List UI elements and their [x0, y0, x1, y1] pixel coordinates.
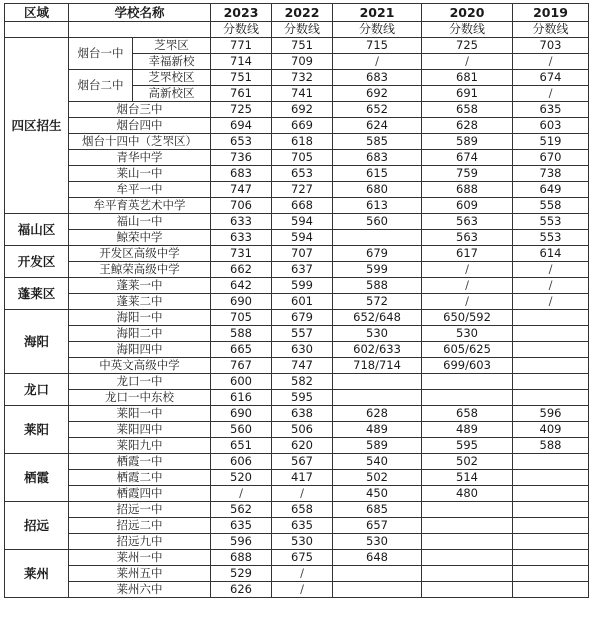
- score-cell: 613: [333, 198, 422, 214]
- school-name-cell: 栖霞二中: [69, 470, 211, 486]
- school-name-cell: 莱阳一中: [69, 406, 211, 422]
- score-cell: 595: [422, 438, 513, 454]
- year-header: 2022: [272, 4, 333, 22]
- score-cell: 514: [422, 470, 513, 486]
- score-cell: 630: [272, 342, 333, 358]
- score-cell: 741: [272, 86, 333, 102]
- score-cell: 707: [272, 246, 333, 262]
- admission-score-table: [4, 3, 589, 598]
- score-cell: [513, 342, 589, 358]
- table-row: [5, 246, 589, 262]
- score-cell: 650/592: [422, 310, 513, 326]
- score-cell: 705: [211, 310, 272, 326]
- score-cell: 530: [333, 326, 422, 342]
- school-name-cell: 烟台二中: [69, 70, 133, 102]
- score-cell: 652/648: [333, 310, 422, 326]
- school-name-cell: 莱州五中: [69, 566, 211, 582]
- score-cell: 653: [211, 134, 272, 150]
- school-name-cell: 牟平育英艺术中学: [69, 198, 211, 214]
- school-name-cell: 莱州六中: [69, 582, 211, 598]
- score-cell: 675: [272, 550, 333, 566]
- table-row: [5, 262, 589, 278]
- table-row: [5, 294, 589, 310]
- score-cell: [513, 566, 589, 582]
- table-row: [5, 422, 589, 438]
- score-cell: [333, 230, 422, 246]
- score-cell: 652: [333, 102, 422, 118]
- table-row: [5, 198, 589, 214]
- score-cell: [513, 486, 589, 502]
- school-name-cell: 栖霞一中: [69, 454, 211, 470]
- score-cell: /: [422, 262, 513, 278]
- school-name-cell: 蓬莱一中: [69, 278, 211, 294]
- score-cell: 589: [422, 134, 513, 150]
- score-line-subheader: 分数线: [333, 22, 422, 38]
- score-cell: [422, 566, 513, 582]
- score-cell: [422, 582, 513, 598]
- score-cell: [333, 582, 422, 598]
- score-cell: 620: [272, 438, 333, 454]
- score-cell: [422, 390, 513, 406]
- score-cell: 618: [272, 134, 333, 150]
- school-name-cell: 龙口一中东校: [69, 390, 211, 406]
- table-row: [5, 470, 589, 486]
- school-name-cell: 烟台一中: [69, 38, 133, 70]
- school-subheader-blank: [69, 22, 211, 38]
- score-cell: 714: [211, 54, 272, 70]
- score-cell: 670: [513, 150, 589, 166]
- score-cell: 601: [272, 294, 333, 310]
- score-cell: /: [513, 262, 589, 278]
- campus-name-cell: 芝罘校区: [133, 70, 211, 86]
- school-name-cell: 蓬莱二中: [69, 294, 211, 310]
- score-cell: 599: [272, 278, 333, 294]
- score-cell: 530: [422, 326, 513, 342]
- score-cell: 596: [211, 534, 272, 550]
- score-cell: 685: [333, 502, 422, 518]
- score-cell: 605/625: [422, 342, 513, 358]
- score-cell: [513, 310, 589, 326]
- school-name-cell: 龙口一中: [69, 374, 211, 390]
- score-cell: 594: [272, 230, 333, 246]
- score-cell: /: [272, 566, 333, 582]
- score-cell: 705: [272, 150, 333, 166]
- school-name-cell: 烟台四中: [69, 118, 211, 134]
- score-cell: 489: [422, 422, 513, 438]
- score-cell: [513, 502, 589, 518]
- score-cell: 648: [333, 550, 422, 566]
- score-cell: 657: [333, 518, 422, 534]
- score-cell: 683: [333, 150, 422, 166]
- school-name-cell: 招远九中: [69, 534, 211, 550]
- region-cell: 莱州: [5, 550, 69, 598]
- score-cell: 683: [211, 166, 272, 182]
- score-cell: 567: [272, 454, 333, 470]
- score-cell: [513, 550, 589, 566]
- score-cell: 553: [513, 230, 589, 246]
- score-cell: 642: [211, 278, 272, 294]
- score-cell: 771: [211, 38, 272, 54]
- year-header: 2019: [513, 4, 589, 22]
- score-cell: 519: [513, 134, 589, 150]
- score-cell: 588: [333, 278, 422, 294]
- school-name-cell: 中英文高级中学: [69, 358, 211, 374]
- score-cell: 615: [333, 166, 422, 182]
- school-name-cell: 招远一中: [69, 502, 211, 518]
- score-cell: 450: [333, 486, 422, 502]
- table-row: [5, 278, 589, 294]
- score-cell: [513, 518, 589, 534]
- table-row: [5, 582, 589, 598]
- score-cell: 703: [513, 38, 589, 54]
- score-cell: 417: [272, 470, 333, 486]
- school-column-header: 学校名称: [69, 4, 211, 22]
- score-cell: 767: [211, 358, 272, 374]
- region-cell: 莱阳: [5, 406, 69, 454]
- year-header: 2023: [211, 4, 272, 22]
- score-cell: [422, 534, 513, 550]
- score-cell: 669: [272, 118, 333, 134]
- score-cell: 624: [333, 118, 422, 134]
- score-cell: 606: [211, 454, 272, 470]
- score-cell: [513, 470, 589, 486]
- table-row: [5, 326, 589, 342]
- region-subheader-blank: [5, 22, 69, 38]
- score-cell: 638: [272, 406, 333, 422]
- score-cell: 558: [513, 198, 589, 214]
- school-name-cell: 开发区高级中学: [69, 246, 211, 262]
- table-row: [5, 230, 589, 246]
- school-name-cell: 烟台三中: [69, 102, 211, 118]
- score-cell: 602/633: [333, 342, 422, 358]
- header-row: [5, 4, 589, 22]
- score-cell: 599: [333, 262, 422, 278]
- table-row: [5, 518, 589, 534]
- score-cell: 635: [272, 518, 333, 534]
- score-cell: 616: [211, 390, 272, 406]
- score-cell: 747: [211, 182, 272, 198]
- score-cell: /: [513, 278, 589, 294]
- score-cell: [422, 502, 513, 518]
- score-cell: 594: [272, 214, 333, 230]
- score-cell: [513, 582, 589, 598]
- score-cell: 626: [211, 582, 272, 598]
- table-row: [5, 118, 589, 134]
- score-cell: 718/714: [333, 358, 422, 374]
- score-cell: 658: [422, 406, 513, 422]
- score-cell: /: [211, 486, 272, 502]
- score-cell: [513, 534, 589, 550]
- region-cell: 开发区: [5, 246, 69, 278]
- school-name-cell: 莱阳四中: [69, 422, 211, 438]
- score-cell: [422, 374, 513, 390]
- score-cell: 489: [333, 422, 422, 438]
- score-cell: 674: [513, 70, 589, 86]
- region-cell: 龙口: [5, 374, 69, 406]
- score-cell: 614: [513, 246, 589, 262]
- region-column-header: 区域: [5, 4, 69, 22]
- score-cell: 529: [211, 566, 272, 582]
- table-row: [5, 454, 589, 470]
- score-cell: 502: [333, 470, 422, 486]
- score-cell: 589: [333, 438, 422, 454]
- score-cell: 653: [272, 166, 333, 182]
- table-row: [5, 150, 589, 166]
- table-row: [5, 102, 589, 118]
- score-cell: 628: [422, 118, 513, 134]
- score-line-subheader: 分数线: [272, 22, 333, 38]
- score-cell: [513, 358, 589, 374]
- table-row: [5, 486, 589, 502]
- school-name-cell: 青华中学: [69, 150, 211, 166]
- region-cell: 蓬莱区: [5, 278, 69, 310]
- table-row: [5, 566, 589, 582]
- score-cell: 600: [211, 374, 272, 390]
- score-cell: 585: [333, 134, 422, 150]
- table-row: [5, 166, 589, 182]
- school-name-cell: 海阳四中: [69, 342, 211, 358]
- score-cell: 633: [211, 230, 272, 246]
- score-cell: 603: [513, 118, 589, 134]
- table-row: [5, 70, 589, 86]
- score-cell: 609: [422, 198, 513, 214]
- school-name-cell: 莱阳九中: [69, 438, 211, 454]
- score-cell: 628: [333, 406, 422, 422]
- region-cell: 四区招生: [5, 38, 69, 214]
- score-cell: 761: [211, 86, 272, 102]
- score-cell: 553: [513, 214, 589, 230]
- year-header: 2020: [422, 4, 513, 22]
- score-cell: 530: [272, 534, 333, 550]
- table-body: [5, 4, 589, 598]
- score-cell: 679: [272, 310, 333, 326]
- score-cell: 506: [272, 422, 333, 438]
- score-cell: 690: [211, 406, 272, 422]
- score-cell: 520: [211, 470, 272, 486]
- score-cell: 651: [211, 438, 272, 454]
- score-cell: 480: [422, 486, 513, 502]
- score-cell: 692: [272, 102, 333, 118]
- score-cell: 680: [333, 182, 422, 198]
- score-cell: 681: [422, 70, 513, 86]
- score-cell: 635: [211, 518, 272, 534]
- score-cell: 694: [211, 118, 272, 134]
- school-name-cell: 王鲸荣高级中学: [69, 262, 211, 278]
- score-cell: 658: [272, 502, 333, 518]
- score-cell: 595: [272, 390, 333, 406]
- school-name-cell: 海阳一中: [69, 310, 211, 326]
- year-header: 2021: [333, 4, 422, 22]
- score-cell: 727: [272, 182, 333, 198]
- score-cell: 540: [333, 454, 422, 470]
- campus-name-cell: 芝罘区: [133, 38, 211, 54]
- table-row: [5, 214, 589, 230]
- region-cell: 海阳: [5, 310, 69, 374]
- score-cell: 563: [422, 230, 513, 246]
- score-cell: 731: [211, 246, 272, 262]
- score-cell: /: [272, 582, 333, 598]
- score-cell: /: [513, 86, 589, 102]
- table-row: [5, 406, 589, 422]
- score-cell: /: [333, 54, 422, 70]
- score-cell: /: [513, 54, 589, 70]
- table-row: [5, 182, 589, 198]
- school-name-cell: 莱州一中: [69, 550, 211, 566]
- region-cell: 栖霞: [5, 454, 69, 502]
- score-cell: 560: [211, 422, 272, 438]
- score-cell: 562: [211, 502, 272, 518]
- score-cell: 747: [272, 358, 333, 374]
- score-cell: 649: [513, 182, 589, 198]
- score-line-subheader: 分数线: [211, 22, 272, 38]
- score-cell: 688: [211, 550, 272, 566]
- score-cell: 665: [211, 342, 272, 358]
- school-name-cell: 烟台十四中（芝罘区）: [69, 134, 211, 150]
- score-cell: 633: [211, 214, 272, 230]
- score-cell: [333, 390, 422, 406]
- school-name-cell: 莱山一中: [69, 166, 211, 182]
- score-cell: 738: [513, 166, 589, 182]
- score-cell: /: [422, 278, 513, 294]
- score-cell: 736: [211, 150, 272, 166]
- score-cell: 557: [272, 326, 333, 342]
- score-cell: 637: [272, 262, 333, 278]
- score-cell: 668: [272, 198, 333, 214]
- score-cell: 759: [422, 166, 513, 182]
- score-cell: 751: [272, 38, 333, 54]
- table-row: [5, 358, 589, 374]
- school-name-cell: 海阳二中: [69, 326, 211, 342]
- score-cell: [513, 390, 589, 406]
- score-cell: 563: [422, 214, 513, 230]
- campus-name-cell: 高新校区: [133, 86, 211, 102]
- score-cell: 530: [333, 534, 422, 550]
- school-name-cell: 福山一中: [69, 214, 211, 230]
- score-cell: [333, 374, 422, 390]
- score-cell: [333, 566, 422, 582]
- score-cell: 688: [422, 182, 513, 198]
- region-cell: 招远: [5, 502, 69, 550]
- table-row: [5, 438, 589, 454]
- score-cell: 588: [211, 326, 272, 342]
- score-cell: [422, 550, 513, 566]
- table-row: [5, 502, 589, 518]
- score-cell: 409: [513, 422, 589, 438]
- table-row: [5, 38, 589, 54]
- score-line-subheader: 分数线: [422, 22, 513, 38]
- score-cell: [513, 374, 589, 390]
- score-cell: /: [422, 54, 513, 70]
- table-row: [5, 374, 589, 390]
- score-cell: 706: [211, 198, 272, 214]
- school-name-cell: 招远二中: [69, 518, 211, 534]
- score-cell: 751: [211, 70, 272, 86]
- score-cell: 692: [333, 86, 422, 102]
- score-cell: 715: [333, 38, 422, 54]
- table-row: [5, 534, 589, 550]
- score-cell: /: [422, 294, 513, 310]
- score-cell: 699/603: [422, 358, 513, 374]
- score-line-subheader: 分数线: [513, 22, 589, 38]
- score-cell: 709: [272, 54, 333, 70]
- table-row: [5, 342, 589, 358]
- score-cell: 725: [422, 38, 513, 54]
- table-row: [5, 550, 589, 566]
- table-row: [5, 134, 589, 150]
- score-cell: 725: [211, 102, 272, 118]
- school-name-cell: 鲸荣中学: [69, 230, 211, 246]
- table-row: [5, 390, 589, 406]
- school-name-cell: 牟平一中: [69, 182, 211, 198]
- score-cell: [513, 326, 589, 342]
- score-cell: 502: [422, 454, 513, 470]
- score-cell: 617: [422, 246, 513, 262]
- campus-name-cell: 幸福新校: [133, 54, 211, 70]
- score-cell: 662: [211, 262, 272, 278]
- subheader-row: [5, 22, 589, 38]
- score-cell: 596: [513, 406, 589, 422]
- table-row: [5, 310, 589, 326]
- score-cell: 582: [272, 374, 333, 390]
- score-cell: /: [272, 486, 333, 502]
- score-cell: 658: [422, 102, 513, 118]
- score-cell: 690: [211, 294, 272, 310]
- score-cell: 560: [333, 214, 422, 230]
- score-cell: /: [513, 294, 589, 310]
- score-cell: 588: [513, 438, 589, 454]
- score-cell: 572: [333, 294, 422, 310]
- score-cell: 679: [333, 246, 422, 262]
- region-cell: 福山区: [5, 214, 69, 246]
- score-cell: 691: [422, 86, 513, 102]
- score-cell: 683: [333, 70, 422, 86]
- score-cell: 635: [513, 102, 589, 118]
- score-cell: [513, 454, 589, 470]
- school-name-cell: 栖霞四中: [69, 486, 211, 502]
- score-cell: [422, 518, 513, 534]
- score-cell: 674: [422, 150, 513, 166]
- score-cell: 732: [272, 70, 333, 86]
